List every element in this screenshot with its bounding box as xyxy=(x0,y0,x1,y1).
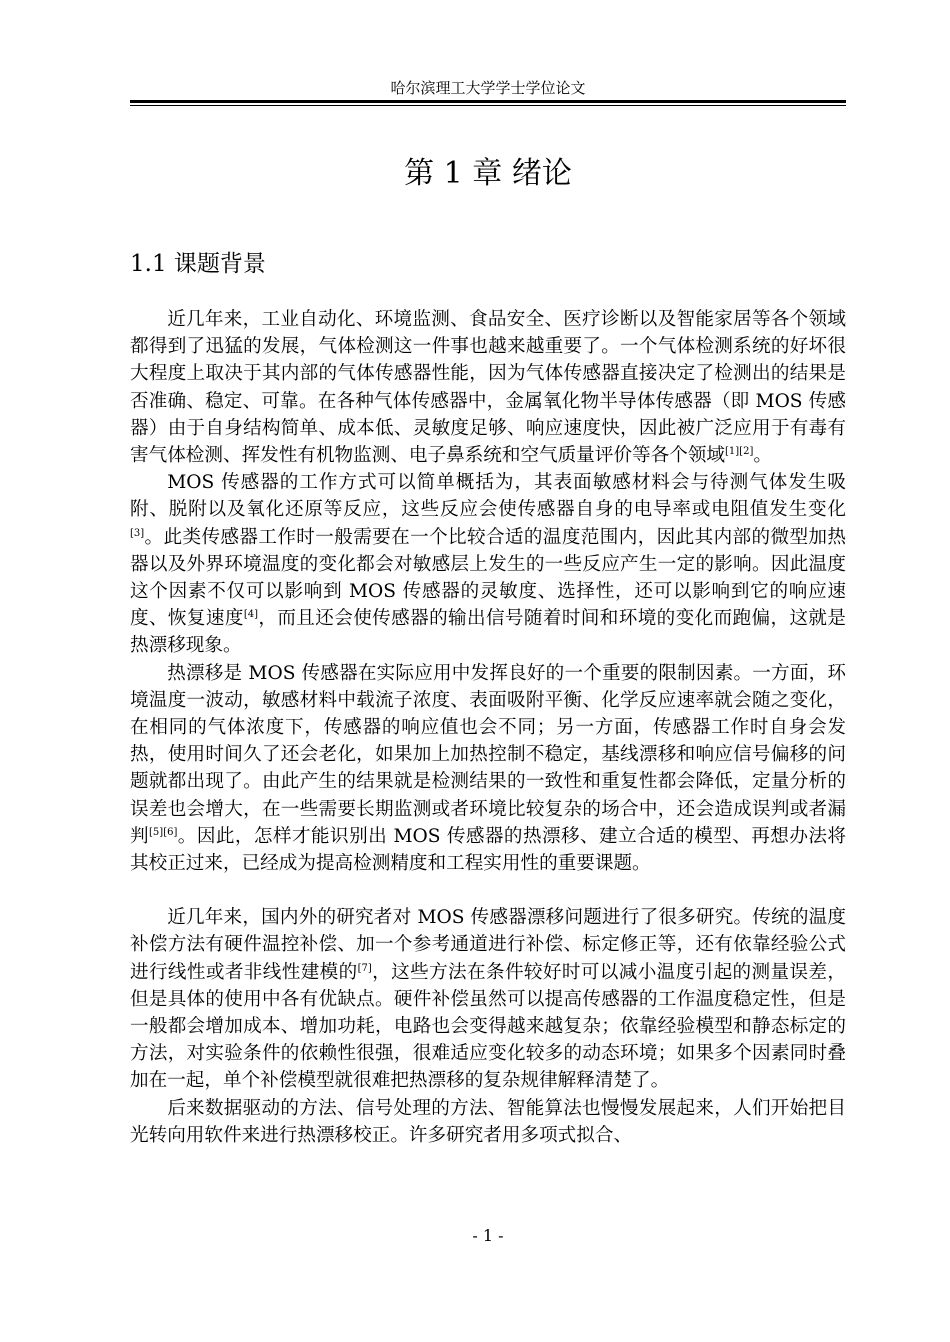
paragraph-3-text-a: 热漂移是 MOS 传感器在实际应用中发挥良好的一个重要的限制因素。一方面，环境温度一波动，敏感材料中载流子浓度、表面吸附平衡、化学反应速率就会随之变化，在相同的气体浓度下，传感器的响应值也会不同；另一方面，传感器工作时自身会发热，使用时间久了还会老化，如果加上加热控制不稳定，基线漂移和响应信号偏移的问题就都出现了。由此产生的结果就是检测结果的一致性和重复性都会降低，定量分析的误差也会增大，在一些需要长期监测或者环境比较复杂的场合中，还会造成误判或者漏判 xyxy=(130,662,846,847)
citation-1-2: [1][2] xyxy=(725,446,754,458)
paragraph-3 xyxy=(130,660,846,878)
body-text xyxy=(130,306,846,1149)
paragraph-3-text-b: 。因此，怎样才能识别出 MOS 传感器的热漂移、建立合适的模型、再想办法将其校正过来，已经成为提高检测精度和工程实用性的重要课题。 xyxy=(130,825,846,875)
running-header: 哈尔滨理工大学学士学位论文 xyxy=(390,79,586,97)
citation-7: [7] xyxy=(357,962,372,974)
paragraph-5-text: 后来数据驱动的方法、信号处理的方法、智能算法也慢慢发展起来，人们开始把目光转向用软件来进行热漂移校正。许多研究者用多项式拟合、 xyxy=(130,1097,846,1146)
paragraph-1 xyxy=(130,306,846,469)
citation-5-6: [5][6] xyxy=(149,826,178,838)
header-rule-thin xyxy=(130,105,846,106)
paragraph-4-text-b: ，这些方法在条件较好时可以减小温度引起的测量误差，但是具体的使用中各有优缺点。硬件补偿虽然可以提高传感器的工作温度稳定性，但是一般都会增加成本、增加功耗，电路也会变得越来越复杂；依靠经验模型和静态标定的方法，对实验条件的依赖性很强，很难适应变化较多的动态环境；如果多个因素同时叠加在一起，单个补偿模型就很难把热漂移的复杂规律解释清楚了。 xyxy=(130,961,846,1092)
paragraph-4-text-a: 近几年来，国内外的研究者对 MOS 传感器漂移问题进行了很多研究。传统的温度补偿方法有硬件温控补偿、加一个参考通道进行补偿、标定修正等，还有依靠经验公式进行线性或者非线性建模的 xyxy=(130,907,846,983)
paragraph-5 xyxy=(130,1095,846,1149)
header-rule-thick xyxy=(130,100,846,103)
paragraph-2 xyxy=(130,469,846,659)
paragraph-2-text-a: MOS 传感器的工作方式可以简单概括为，其表面敏感材料会与待测气体发生吸附、脱附以及氧化还原等反应，这些反应会使传感器自身的电导率或电阻值发生变化 xyxy=(130,472,846,521)
chapter-title: 第 1 章 绪论 xyxy=(404,156,572,191)
paragraph-2-text-b: 。此类传感器工作时一般需要在一个比较合适的温度范围内，因此其内部的微型加热器以及外界环境温度的变化都会对敏感层上发生的一些反应产生一定的影响。因此温度这个因素不仅可以影响到 MOS 传感器的灵敏度、选择性，还可以影响到它的响应速度、恢复速度 xyxy=(130,526,846,630)
section-title: 1.1 课题背景 xyxy=(130,251,266,277)
paragraph-2-text-c: ，而且还会使传感器的输出信号随着时间和环境的变化而跑偏，这就是热漂移现象。 xyxy=(130,608,846,657)
citation-3: [3] xyxy=(130,527,145,539)
page-number: - 1 - xyxy=(472,1226,504,1245)
paragraph-1-text: 近几年来，工业自动化、环境监测、食品安全、医疗诊断以及智能家居等各个领域都得到了迅猛的发展，气体检测这一件事也越来越重要了。一个气体检测系统的好坏很大程度上取决于其内部的气体传感器性能，因为气体传感器直接决定了检测出的结果是否准确、稳定、可靠。在各种气体传感器中，金属氧化物半导体传感器（即 MOS 传感器）由于自身结构简单、成本低、灵敏度足够、响应速度快，因此被广泛应用于有毒有害气体检测、挥发性有机物监测、电子鼻系统和空气质量评价等各个领域 xyxy=(130,309,846,467)
paragraph-4 xyxy=(130,904,846,1094)
paragraph-1-tail: 。 xyxy=(753,445,772,467)
citation-4: [4] xyxy=(243,609,258,621)
